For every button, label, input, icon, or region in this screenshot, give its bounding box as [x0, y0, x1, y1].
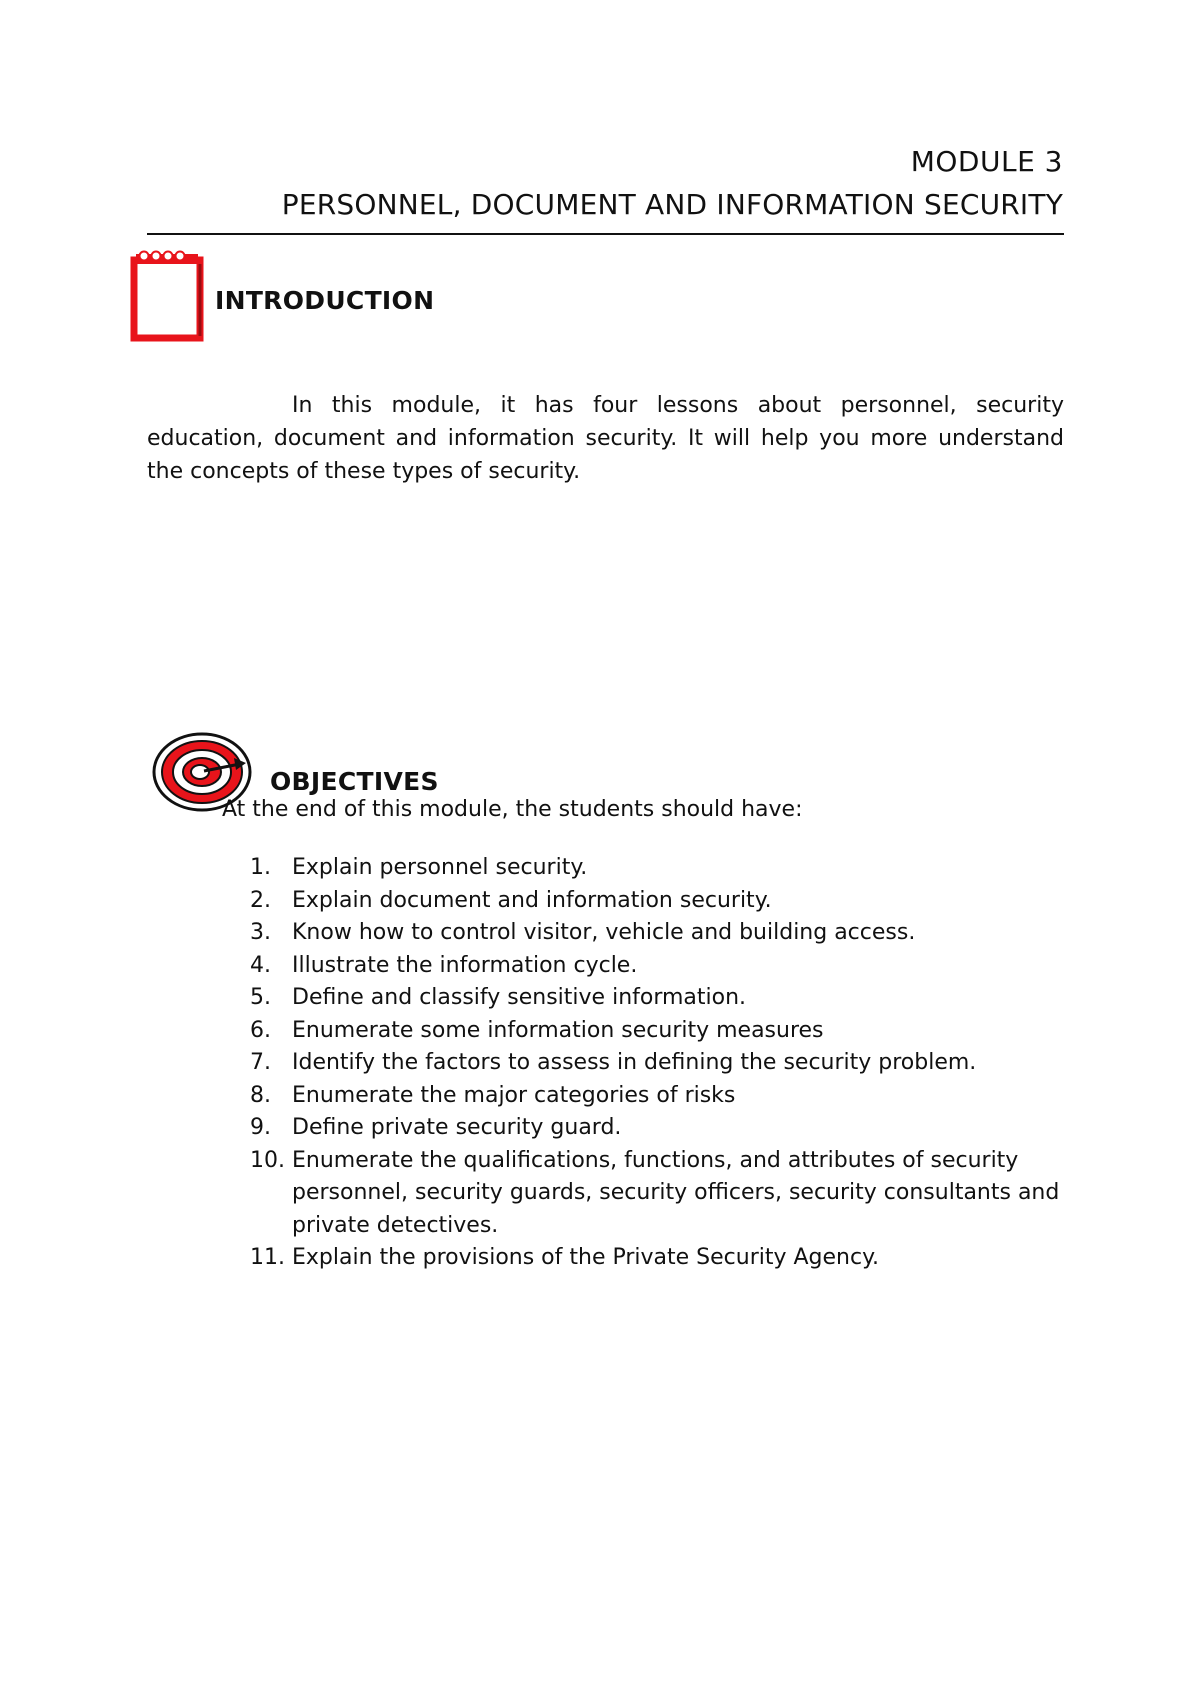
list-item-number: 11. — [250, 1245, 285, 1270]
list-item — [250, 950, 1080, 983]
list-item — [250, 1015, 1080, 1048]
list-item-number: 1. — [250, 855, 271, 880]
list-item — [250, 1080, 1080, 1113]
list-item-text: Define private security guard. — [292, 1115, 622, 1140]
list-item — [250, 852, 1080, 885]
list-item-number: 9. — [250, 1115, 271, 1140]
list-item-number: 5. — [250, 985, 271, 1010]
list-item — [250, 982, 1080, 1015]
list-item-text: Explain personnel security. — [292, 855, 588, 880]
objectives-heading: OBJECTIVES — [270, 767, 439, 796]
objectives-list — [250, 852, 1080, 1275]
notepad-icon — [130, 250, 206, 342]
list-item-number: 6. — [250, 1017, 271, 1043]
list-item — [250, 917, 1080, 950]
list-item-text: Define and classify sensitive information. — [292, 985, 747, 1010]
list-item-number: 2. — [250, 887, 271, 913]
list-item-text: Explain the provisions of the Private Security Agency. — [292, 1245, 879, 1270]
introduction-heading: INTRODUCTION — [215, 286, 435, 315]
list-item-number: 4. — [250, 952, 271, 978]
introduction-paragraph: In this module, it has four lessons about personnel, security education, document and information security. It will help you more understand the concepts of these types of security. — [147, 393, 1064, 484]
list-item — [250, 885, 1080, 918]
module-number: MODULE 3 — [910, 145, 1063, 178]
list-item-text: Enumerate some information security measures — [292, 1017, 824, 1043]
list-item-text: Identify the factors to assess in defining the security problem. — [292, 1050, 977, 1075]
title-divider — [147, 233, 1064, 235]
list-item-text: Explain document and information security. — [292, 887, 772, 913]
list-item-text: Enumerate the major categories of risks — [292, 1082, 736, 1108]
list-item — [250, 1145, 1080, 1243]
list-item-number: 7. — [250, 1050, 271, 1075]
list-item — [250, 1047, 1080, 1080]
list-item-text: Illustrate the information cycle. — [292, 952, 638, 978]
list-item-number: 3. — [250, 920, 271, 945]
list-item-number: 10. — [250, 1147, 285, 1173]
list-item — [250, 1242, 1080, 1275]
module-title: PERSONNEL, DOCUMENT AND INFORMATION SECURITY — [281, 188, 1063, 221]
objectives-lead: At the end of this module, the students should have: — [222, 797, 803, 822]
list-item — [250, 1112, 1080, 1145]
list-item-text: Know how to control visitor, vehicle and building access. — [292, 920, 916, 945]
list-item-text: Enumerate the qualifications, functions, and attributes of security personnel, security guards, security officers, security consultants and private detectives. — [292, 1147, 1060, 1238]
list-item-number: 8. — [250, 1082, 271, 1108]
